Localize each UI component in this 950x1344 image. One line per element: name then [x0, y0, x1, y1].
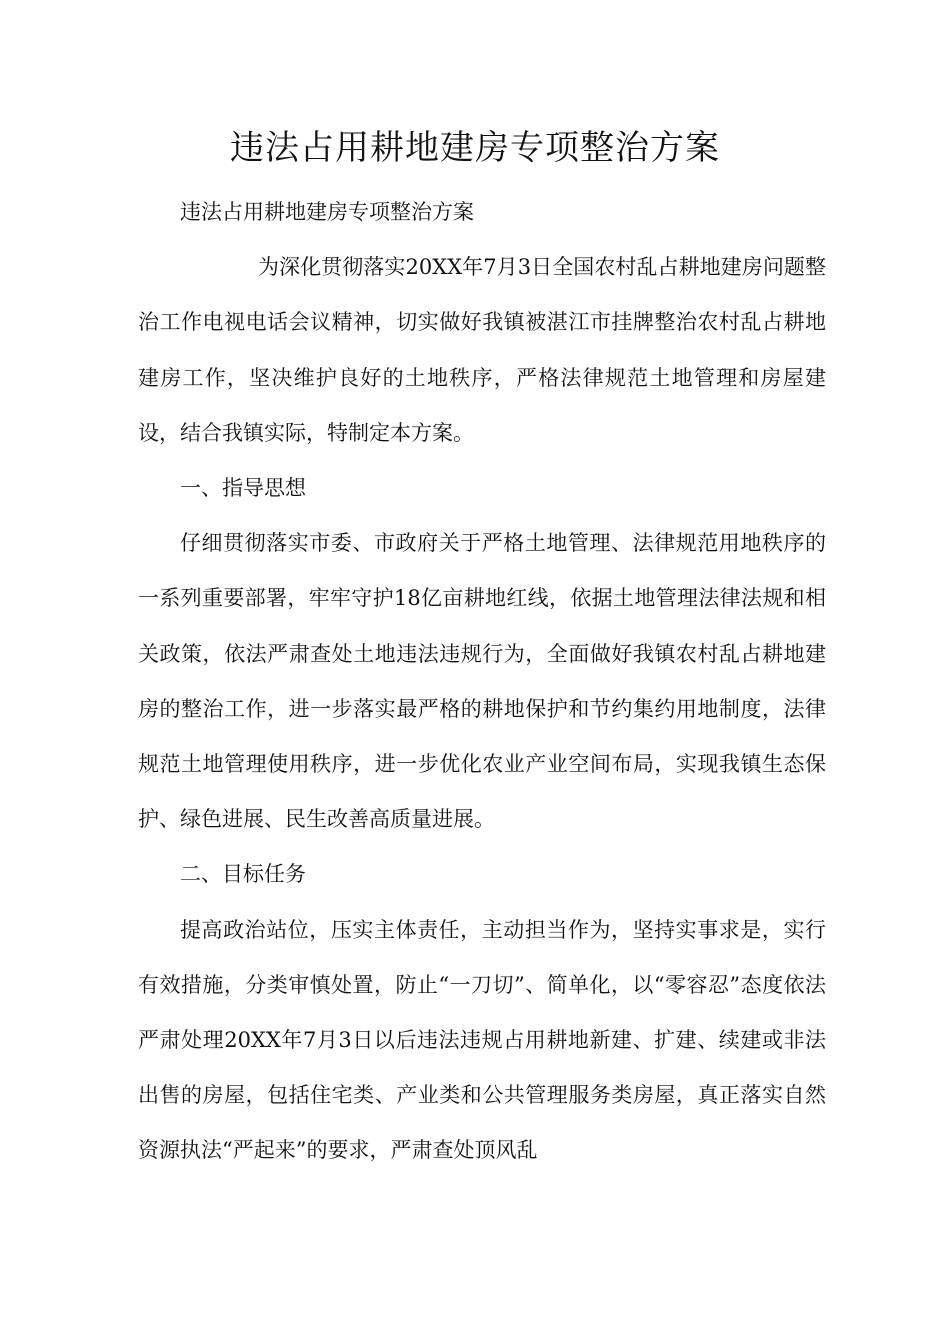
document-title: 违法占用耕地建房专项整治方案 — [230, 128, 720, 168]
paragraph-guiding-ideology: 仔细贯彻落实市委、市政府关于严格土地管理、法律规范用地秩序的一系列重要部署，牢牢守护18亿亩耕地红线，依据土地管理法律法规和相关政策，依法严肃查处土地违法违规行为，全面做好我镇农村乱占耕地建房的整治工作，进一步落实最严格的耕地保护和节约集约用地制度，法律规范土地管理使用秩序，进一步优化农业产业空间布局，实现我镇生态保护、绿色进展、民生改善高质量进展。 — [138, 531, 826, 832]
section-heading-goals-tasks: 二、目标任务 — [180, 862, 306, 887]
document-body — [138, 185, 826, 1179]
paragraph-goals-tasks: 提高政治站位，压实主体责任，主动担当作为，坚持实事求是，实行有效措施，分类审慎处置，防止“一刀切”、简单化，以“零容忍”态度依法严肃处理20XX年7月3日以后违法违规占用耕地新建、扩建、续建或非法出售的房屋，包括住宅类、产业类和公共管理服务类房屋，真正落实自然资源执法“严起来”的要求，严肃查处顶风乱 — [138, 917, 826, 1163]
section-heading-guiding-ideology: 一、指导思想 — [180, 476, 306, 501]
paragraph-intro: 为深化贯彻落实20XX年7月3日全国农村乱占耕地建房问题整治工作电视电话会议精神，切实做好我镇被湛江市挂牌整治农村乱占耕地建房工作，坚决维护良好的土地秩序，严格法律规范土地管理和房屋建设，结合我镇实际，特制定本方案。 — [138, 255, 826, 445]
paragraph-subtitle: 违法占用耕地建房专项整治方案 — [180, 200, 474, 224]
